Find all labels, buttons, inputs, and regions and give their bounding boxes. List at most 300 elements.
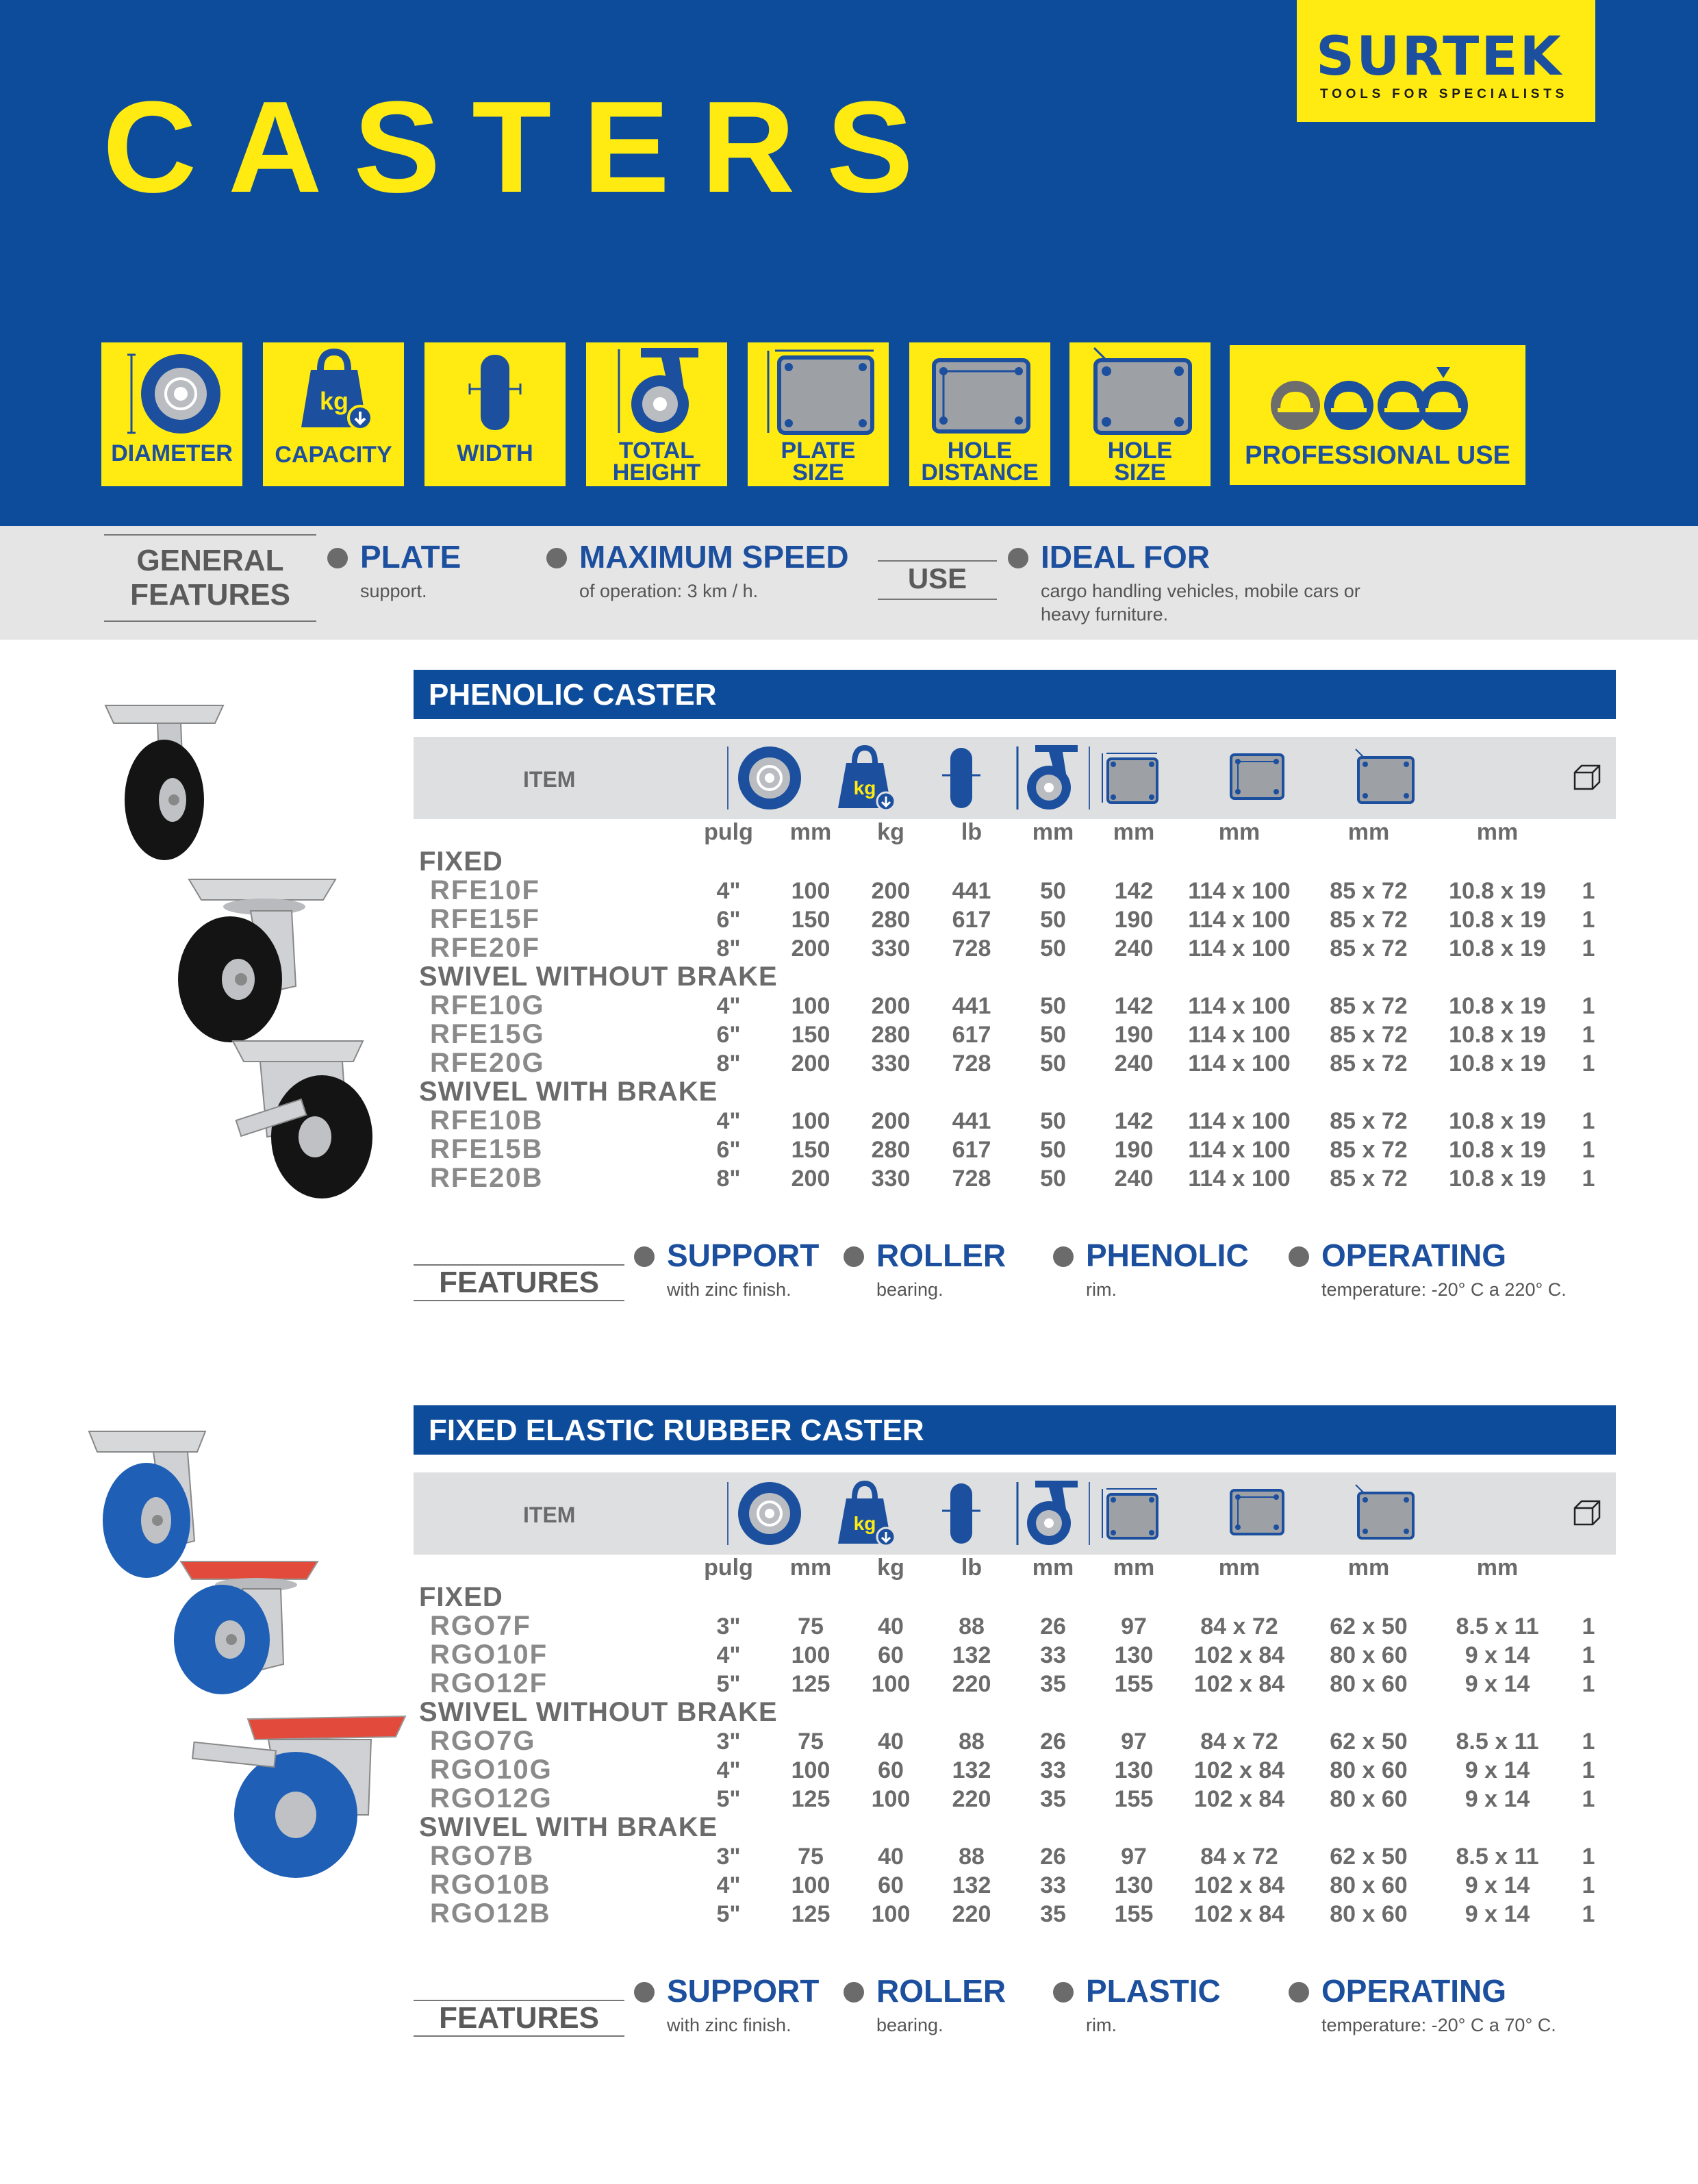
table-cell: 125 (791, 1901, 831, 1927)
table-cell: 80 x 60 (1330, 1901, 1408, 1927)
table-cell: 4" (716, 1108, 741, 1134)
wheel-diameter-icon (126, 349, 222, 438)
table-cell: 97 (1121, 1844, 1147, 1870)
table-cell: 220 (952, 1901, 991, 1927)
table-cell: 1 (1582, 907, 1595, 933)
table-cell: 97 (1121, 1614, 1147, 1640)
group-heading: SWIVEL WITHOUT BRAKE (419, 1697, 778, 1727)
table-cell: 50 (1040, 878, 1066, 904)
feature-title: ROLLER (876, 1973, 1006, 2009)
legend-label: HOLE (1107, 438, 1173, 464)
table-cell: 4" (716, 878, 741, 904)
plate-size-icon (761, 347, 878, 437)
svg-text:kg: kg (853, 777, 876, 799)
legend-label: DIAMETER (111, 440, 233, 466)
feature-desc: rim. (1086, 1279, 1117, 1300)
table-cell: 10.8 x 19 (1449, 1166, 1546, 1192)
table-cell: 1 (1582, 878, 1595, 904)
table-cell: 1 (1582, 1671, 1595, 1697)
unit-label: lb (961, 819, 983, 845)
table-cell: 4" (716, 1642, 741, 1668)
table-cell: 142 (1114, 878, 1154, 904)
item-code: RGO7F (430, 1611, 531, 1641)
feature-desc: bearing. (876, 2015, 943, 2035)
item-code: RGO7B (430, 1841, 535, 1871)
table-cell: 9 x 14 (1465, 1757, 1530, 1783)
unit-label: mm (1113, 1555, 1155, 1581)
table-row (0, 1898, 1698, 1927)
table-cell: 8" (716, 1166, 741, 1192)
table-cell: 280 (871, 907, 911, 933)
table-cell: 100 (791, 878, 831, 904)
unit-label: pulg (704, 819, 753, 845)
bullet-icon (327, 548, 348, 568)
table-cell: 8.5 x 11 (1456, 1614, 1539, 1640)
table-cell: 10.8 x 19 (1449, 878, 1546, 904)
table-cell: 8" (716, 936, 741, 962)
fixed-phenolic-caster-image (96, 699, 233, 863)
table-cell: 4" (716, 993, 741, 1019)
table-cell: 100 (791, 993, 831, 1019)
item-code: RFE15G (430, 1019, 545, 1049)
table-cell: 5" (716, 1901, 741, 1927)
table-cell: 200 (791, 936, 831, 962)
general-features-label-line1: GENERAL (136, 544, 284, 577)
feature-desc: with zinc finish. (667, 1279, 791, 1300)
table-cell: 240 (1114, 936, 1154, 962)
unit-label: mm (1032, 1555, 1074, 1581)
table-cell: 150 (791, 1137, 831, 1163)
table-cell: 125 (791, 1671, 831, 1697)
legend-capacity (263, 342, 404, 486)
table-cell: 114 x 100 (1188, 878, 1291, 904)
item-code: RGO10F (430, 1640, 548, 1670)
table-cell: 3" (716, 1729, 741, 1755)
general-features-band (0, 526, 1698, 640)
legend-hole-size (1069, 342, 1211, 486)
section-title: PHENOLIC CASTER (429, 678, 717, 712)
table-cell: 617 (952, 907, 991, 933)
unit-label: kg (877, 819, 904, 845)
table-cell: 84 x 72 (1200, 1729, 1278, 1755)
unit-label: mm (1218, 819, 1260, 845)
feature-title: PHENOLIC (1086, 1238, 1249, 1273)
general-features-label (104, 534, 316, 622)
features-label: FEATURES (414, 2000, 624, 2037)
table-cell: 60 (878, 1757, 904, 1783)
section-title-bar (414, 1405, 1616, 1455)
feature-desc-line1: cargo handling vehicles, mobile cars or (1041, 581, 1360, 601)
feature-desc (1041, 579, 1360, 626)
table-cell: 330 (871, 1051, 911, 1077)
legend-label: HOLE (947, 438, 1013, 464)
table-cell: 33 (1040, 1757, 1066, 1783)
table-cell: 200 (791, 1166, 831, 1192)
table-cell: 33 (1040, 1872, 1066, 1898)
table-cell: 1 (1582, 1614, 1595, 1640)
table-cell: 617 (952, 1137, 991, 1163)
column-separator (727, 1482, 728, 1545)
item-column-header: ITEM (523, 1503, 576, 1527)
table-cell: 85 x 72 (1330, 907, 1408, 933)
table-cell: 10.8 x 19 (1449, 1137, 1546, 1163)
table-cell: 40 (878, 1844, 904, 1870)
table-cell: 50 (1040, 1022, 1066, 1048)
table-cell: 1 (1582, 936, 1595, 962)
legend-width (424, 342, 566, 486)
professional-use-label: PROFESSIONAL USE (1245, 441, 1510, 470)
item-code: RGO12G (430, 1783, 553, 1813)
table-cell: 1 (1582, 1757, 1595, 1783)
legend-label-2: HEIGHT (612, 460, 701, 486)
legend-hole-distance (909, 342, 1050, 486)
table-cell: 132 (952, 1642, 991, 1668)
table-cell: 441 (952, 1108, 991, 1134)
item-code: RFE10F (430, 875, 540, 905)
unit-label: mm (1347, 1555, 1390, 1581)
table-cell: 88 (959, 1614, 985, 1640)
table-cell: 617 (952, 1022, 991, 1048)
unit-label: mm (1032, 819, 1074, 845)
page-title: CASTERS (103, 75, 945, 220)
swivel-brake-phenolic-caster-image (219, 1034, 390, 1205)
feature-desc: temperature: -20° C a 220° C. (1321, 1279, 1567, 1300)
table-cell: 102 x 84 (1193, 1671, 1285, 1697)
table-cell: 6" (716, 1137, 741, 1163)
professional-use-box (1230, 345, 1525, 485)
feature-desc: support. (360, 581, 427, 601)
table-cell: 40 (878, 1614, 904, 1640)
table-cell: 330 (871, 1166, 911, 1192)
bullet-icon (844, 1246, 864, 1267)
group-heading: FIXED (419, 1582, 503, 1612)
table-cell: 26 (1040, 1729, 1066, 1755)
legend-label-2: DISTANCE (921, 460, 1039, 486)
feature-title: OPERATING (1321, 1238, 1507, 1273)
unit-label: mm (1113, 819, 1155, 845)
table-cell: 114 x 100 (1188, 1166, 1291, 1192)
table-cell: 85 x 72 (1330, 1051, 1408, 1077)
table-cell: 80 x 60 (1330, 1872, 1408, 1898)
table-cell: 10.8 x 19 (1449, 993, 1546, 1019)
unit-label: pulg (704, 1555, 753, 1581)
table-cell: 1 (1582, 1729, 1595, 1755)
table-cell: 80 x 60 (1330, 1642, 1408, 1668)
item-code: RFE20F (430, 933, 540, 963)
table-cell: 97 (1121, 1729, 1147, 1755)
table-cell: 130 (1114, 1757, 1154, 1783)
table-cell: 100 (791, 1108, 831, 1134)
table-cell: 10.8 x 19 (1449, 1022, 1546, 1048)
unit-label: mm (1476, 1555, 1519, 1581)
feature-title: SUPPORT (667, 1973, 820, 2009)
table-cell: 114 x 100 (1188, 1137, 1291, 1163)
group-heading: SWIVEL WITHOUT BRAKE (419, 962, 778, 992)
table-cell: 80 x 60 (1330, 1671, 1408, 1697)
column-separator (1089, 746, 1090, 809)
legend-diameter (101, 342, 242, 486)
table-cell: 9 x 14 (1465, 1786, 1530, 1812)
unit-label: kg (877, 1555, 904, 1581)
item-code: RFE15B (430, 1134, 544, 1164)
table-cell: 4" (716, 1757, 741, 1783)
table-cell: 8.5 x 11 (1456, 1844, 1539, 1870)
feature-title: OPERATING (1321, 1973, 1507, 2009)
table-cell: 9 x 14 (1465, 1671, 1530, 1697)
table-cell: 5" (716, 1786, 741, 1812)
feature-desc: bearing. (876, 1279, 943, 1300)
legend-label-2: SIZE (792, 460, 844, 486)
hole-distance-icon (930, 356, 1032, 436)
bullet-icon (1289, 1982, 1309, 2003)
table-cell: 85 x 72 (1330, 936, 1408, 962)
table-cell: 9 x 14 (1465, 1872, 1530, 1898)
table-cell: 85 x 72 (1330, 1166, 1408, 1192)
table-cell: 84 x 72 (1200, 1614, 1278, 1640)
table-cell: 75 (798, 1729, 824, 1755)
table-header (414, 1472, 1616, 1555)
logo-tagline: TOOLS FOR SPECIALISTS (1320, 87, 1569, 101)
table-cell: 10.8 x 19 (1449, 936, 1546, 962)
header-banner (0, 0, 1698, 526)
item-code: RFE20G (430, 1048, 545, 1078)
table-cell: 114 x 100 (1188, 907, 1291, 933)
swivel-brake-rubber-caster-image (186, 1712, 412, 1883)
table-cell: 50 (1040, 936, 1066, 962)
bullet-icon (1008, 548, 1028, 568)
table-cell: 280 (871, 1022, 911, 1048)
item-code: RGO10B (430, 1870, 551, 1900)
table-cell: 85 x 72 (1330, 878, 1408, 904)
table-cell: 6" (716, 1022, 741, 1048)
table-cell: 75 (798, 1844, 824, 1870)
table-cell: 50 (1040, 1166, 1066, 1192)
svg-text:kg: kg (319, 387, 349, 415)
feature-desc-line2: heavy furniture. (1041, 604, 1169, 625)
table-cell: 155 (1114, 1901, 1154, 1927)
table-cell: 220 (952, 1786, 991, 1812)
group-heading: FIXED (419, 846, 503, 877)
table-cell: 728 (952, 1051, 991, 1077)
feature-desc: rim. (1086, 2015, 1117, 2035)
table-cell: 100 (791, 1757, 831, 1783)
table-cell: 75 (798, 1614, 824, 1640)
table-cell: 150 (791, 1022, 831, 1048)
table-cell: 1 (1582, 1844, 1595, 1870)
table-cell: 1 (1582, 1872, 1595, 1898)
table-cell: 80 x 60 (1330, 1757, 1408, 1783)
group-heading: SWIVEL WITH BRAKE (419, 1077, 718, 1107)
table-cell: 33 (1040, 1642, 1066, 1668)
svg-text:kg: kg (853, 1513, 876, 1534)
table-cell: 150 (791, 907, 831, 933)
feature-desc: temperature: -20° C a 70° C. (1321, 2015, 1556, 2035)
table-cell: 60 (878, 1642, 904, 1668)
table-cell: 1 (1582, 1051, 1595, 1077)
table-cell: 62 x 50 (1330, 1729, 1408, 1755)
table-cell: 62 x 50 (1330, 1844, 1408, 1870)
table-cell: 50 (1040, 907, 1066, 933)
table-cell: 1 (1582, 1642, 1595, 1668)
table-cell: 40 (878, 1729, 904, 1755)
table-cell: 85 x 72 (1330, 993, 1408, 1019)
caster-height-icon (613, 345, 702, 437)
table-cell: 132 (952, 1872, 991, 1898)
table-cell: 35 (1040, 1786, 1066, 1812)
unit-label: mm (789, 819, 832, 845)
table-cell: 190 (1114, 1022, 1154, 1048)
table-cell: 102 x 84 (1193, 1901, 1285, 1927)
unit-label: lb (961, 1555, 983, 1581)
swivel-rubber-caster-image (153, 1555, 329, 1698)
table-cell: 50 (1040, 993, 1066, 1019)
table-cell: 102 x 84 (1193, 1757, 1285, 1783)
table-cell: 102 x 84 (1193, 1872, 1285, 1898)
table-cell: 4" (716, 1872, 741, 1898)
section-title-bar (414, 670, 1616, 719)
general-features-label-line2: FEATURES (130, 578, 290, 612)
table-cell: 728 (952, 1166, 991, 1192)
table-cell: 88 (959, 1729, 985, 1755)
item-code: RFE10G (430, 990, 545, 1020)
table-cell: 84 x 72 (1200, 1844, 1278, 1870)
logo-brand: SURTEK (1316, 26, 1564, 88)
swivel-phenolic-caster-image (162, 870, 342, 1048)
legend-label: CAPACITY (275, 442, 392, 468)
table-header (414, 737, 1616, 819)
item-code: RFE20B (430, 1163, 544, 1193)
table-cell: 441 (952, 878, 991, 904)
table-cell: 142 (1114, 993, 1154, 1019)
surtek-logo (1297, 0, 1595, 122)
bullet-icon (1053, 1982, 1074, 2003)
legend-total-height (586, 342, 727, 486)
table-cell: 50 (1040, 1051, 1066, 1077)
feature-title: PLATE (360, 539, 461, 575)
table-cell: 114 x 100 (1188, 936, 1291, 962)
table-cell: 35 (1040, 1901, 1066, 1927)
unit-label: mm (1347, 819, 1390, 845)
hole-size-icon (1090, 345, 1193, 437)
item-code: RFE10B (430, 1105, 544, 1135)
table-cell: 130 (1114, 1642, 1154, 1668)
legend-label-2: SIZE (1114, 460, 1166, 486)
table-cell: 60 (878, 1872, 904, 1898)
table-cell: 102 x 84 (1193, 1786, 1285, 1812)
bullet-icon (1289, 1246, 1309, 1267)
feature-desc: of operation: 3 km / h. (579, 581, 759, 601)
column-separator (727, 746, 728, 809)
unit-label: mm (1476, 819, 1519, 845)
table-cell: 728 (952, 936, 991, 962)
table-cell: 441 (952, 993, 991, 1019)
table-cell: 1 (1582, 1786, 1595, 1812)
table-cell: 6" (716, 907, 741, 933)
legend-label: WIDTH (457, 440, 533, 466)
table-cell: 26 (1040, 1614, 1066, 1640)
bullet-icon (634, 1982, 655, 2003)
table-cell: 85 x 72 (1330, 1108, 1408, 1134)
table-cell: 125 (791, 1786, 831, 1812)
unit-label: mm (789, 1555, 832, 1581)
table-cell: 102 x 84 (1193, 1642, 1285, 1668)
table-cell: 100 (791, 1642, 831, 1668)
table-cell: 190 (1114, 1137, 1154, 1163)
table-cell: 50 (1040, 1108, 1066, 1134)
group-heading: SWIVEL WITH BRAKE (419, 1812, 718, 1842)
table-cell: 8.5 x 11 (1456, 1729, 1539, 1755)
feature-title: ROLLER (876, 1238, 1006, 1273)
table-cell: 114 x 100 (1188, 1022, 1291, 1048)
table-cell: 155 (1114, 1671, 1154, 1697)
table-cell: 3" (716, 1844, 741, 1870)
table-cell: 5" (716, 1671, 741, 1697)
bullet-icon (1053, 1246, 1074, 1267)
table-cell: 80 x 60 (1330, 1786, 1408, 1812)
bullet-icon (634, 1246, 655, 1267)
table-cell: 100 (871, 1901, 911, 1927)
feature-title: IDEAL FOR (1041, 539, 1211, 575)
table-cell: 10.8 x 19 (1449, 1051, 1546, 1077)
item-code: RGO12B (430, 1898, 551, 1929)
table-cell: 200 (871, 1108, 911, 1134)
table-cell: 9 x 14 (1465, 1642, 1530, 1668)
table-cell: 1 (1582, 1901, 1595, 1927)
table-cell: 1 (1582, 1022, 1595, 1048)
table-cell: 100 (791, 1872, 831, 1898)
item-code: RGO10G (430, 1755, 553, 1785)
table-cell: 190 (1114, 907, 1154, 933)
table-cell: 200 (791, 1051, 831, 1077)
unit-label: mm (1218, 1555, 1260, 1581)
table-cell: 280 (871, 1137, 911, 1163)
table-cell: 100 (871, 1671, 911, 1697)
features-label: FEATURES (414, 1264, 624, 1301)
table-cell: 8" (716, 1051, 741, 1077)
legend-label: PLATE (781, 438, 856, 464)
feature-title: SUPPORT (667, 1238, 820, 1273)
bullet-icon (844, 1982, 864, 2003)
item-column-header: ITEM (523, 767, 576, 792)
table-cell: 1 (1582, 1108, 1595, 1134)
table-cell: 330 (871, 936, 911, 962)
table-cell: 85 x 72 (1330, 1137, 1408, 1163)
table-cell: 132 (952, 1757, 991, 1783)
table-cell: 240 (1114, 1051, 1154, 1077)
feature-title: PLASTIC (1086, 1973, 1221, 2009)
kg-weight-icon (296, 347, 372, 436)
table-cell: 240 (1114, 1166, 1154, 1192)
table-cell: 26 (1040, 1844, 1066, 1870)
table-cell: 200 (871, 878, 911, 904)
table-cell: 100 (871, 1786, 911, 1812)
item-code: RGO12F (430, 1668, 548, 1698)
table-cell: 62 x 50 (1330, 1614, 1408, 1640)
table-cell: 50 (1040, 1137, 1066, 1163)
table-cell: 220 (952, 1671, 991, 1697)
feature-desc: with zinc finish. (667, 2015, 791, 2035)
table-cell: 3" (716, 1614, 741, 1640)
column-separator (1089, 1482, 1090, 1545)
table-cell: 1 (1582, 1166, 1595, 1192)
table-cell: 142 (1114, 1108, 1154, 1134)
table-cell: 1 (1582, 993, 1595, 1019)
table-cell: 35 (1040, 1671, 1066, 1697)
section-title: FIXED ELASTIC RUBBER CASTER (429, 1414, 924, 1447)
table-cell: 155 (1114, 1786, 1154, 1812)
legend-plate-size (748, 342, 889, 486)
table-cell: 114 x 100 (1188, 1051, 1291, 1077)
